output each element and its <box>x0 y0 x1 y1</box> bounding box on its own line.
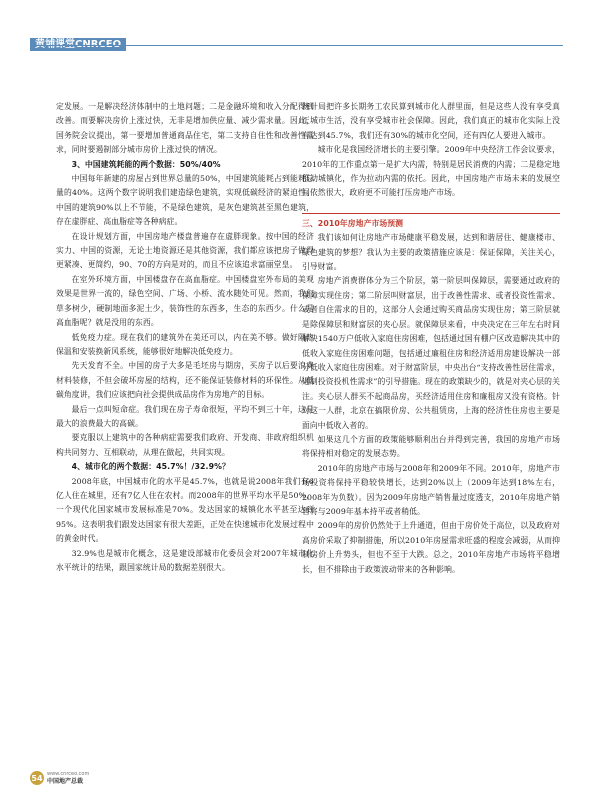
header-brand-bar <box>30 32 126 45</box>
section-subheading: 4、城市化的两个数据：45.7%！/32.9%？ <box>71 462 230 472</box>
body-paragraph: 在室外环境方面，中国楼盘存在高血脂症。中国楼盘室外布局的美观效果是世界一流的，绿色空间、广场、小桥、流水随处可见。然而，我们草多树少，硬制地面多泥土少，装饰性的东西多，生态的东西少。什么是高血脂呢？就是没用的东西。 <box>56 274 314 328</box>
right-text-column <box>302 100 560 577</box>
footer-info <box>47 770 89 786</box>
section-title: 三、2010年房地产市场预测 <box>302 213 560 231</box>
continued-paragraph: 定发展。一是解决经济体制中的土地问题；二是金融环境和收入分配得到改善。而要解决房价上涨过快，无非是增加供应量、减少需求量。因此，国务院会议提出，第一要增加普通商品住宅，第二支持自住性和改善性需求，同时要遏制部分城市房价上涨过快的情况。 <box>56 102 314 155</box>
body-paragraph: 2010年的房地产市场与2008年和2009年不同。2010年，房地产市场投资将保持平稳较快增长，达到20%以上（2009年达到18%左右，2008年为负数）。因为2009年房地产销售量过度透支，2010年房地产销售将与2009年基本持平或者稍低。 <box>302 463 560 516</box>
body-paragraph: 最后一点叫短命症。我们现在房子寿命很短，平均不到三十年，这是最大的浪费最大的高碳。 <box>56 404 314 428</box>
page-number: 54 <box>30 771 44 785</box>
body-paragraph: 中国每年新建的房屋占到世界总量的50%，中国建筑能耗占到能耗总量的40%。这两个数字说明我们建造绿色建筑，实现低碳经济的紧迫性。中国的建筑90%以上不节能，不是绿色建筑，是灰色建筑甚至黑色建筑，存在虚胖症、高血脂症等各种病症。 <box>56 174 314 227</box>
body-paragraph: 先天发育不全。中国的房子大多是毛坯房与期房，买房子以后要浪费材料装修，不但会破坏房屋的结构，还不能保证装修材料的环保性。从低碳角度讲，我们应该把向社会提供成品房作为房地产的目标。 <box>56 361 314 400</box>
header-rule <box>30 45 563 46</box>
body-paragraph: 房地产消费群体分为三个阶层，第一阶层叫保障层，需要通过政府的保障实现住房；第二阶层叫财富层，出于改善性需求、或者投资性需求、或者自住需求的目的，这部分人会通过购买商品房实现住房；第三阶层就是除保障层和财富层的夹心层。就保障层来看，中央决定在三年左右时间解决1540万户低收入家庭住房困难，包括通过国有棚户区改造解决其中的低收入家庭住房困难问题，包括通过廉租住房和经济适用房建设解决一部分低收入家庭住房困难。对于财富阶层，中央出台“支持改善性居住需求，遏制投资投机性需求”的引导措施。现在的政策缺少的，就是对夹心层的关注。夹心层人群买不起商品房，买经济适用住房和廉租房又没有资格。针对这一人群，北京在搞限价房、公共租赁房，上海的经济性住房也主要是面向中低收入者的。 <box>302 276 560 430</box>
footer-url[interactable]: www.cnrceo.com <box>47 771 90 777</box>
footer-magazine-name: 中国地产总裁 <box>47 778 84 785</box>
continued-paragraph: 统计局把许多长期务工农民算到城市化人群里面，但是这些人没有享受真正城市生活，没有享受城市社会保障。因此，我们真正的城市化实际上没有达到45.7%，我们还有30%的城市化空间，还有四亿人要进入城市。 <box>302 102 560 140</box>
body-paragraph: 城市化是我国经济增长的主要引擎。2009年中央经济工作会议要求，2010年的工作重点第一是扩大内需，特别是居民消费的内需；二是稳定地推动城镇化，作为拉动内需的依托。因此，中国房地产市场未来的发展空间依然很大，政府更不可能打压房地产市场。 <box>302 145 560 198</box>
body-paragraph: 2008年底，中国城市化的水平是45.7%，也就是说2008年我们有6亿人住在城里，还有7亿人住在农村。而2008年的世界平均水平是50%，一个现代化国家城市发展标准是70%。发达国家的城镇化水平甚至达到95%。这表明我们跟发达国家有很大差距，正处在快速城市化发展过程中的黄金时代。 <box>56 476 314 544</box>
body-paragraph: 2009年的房价仍然处于上升通道，但由于房价处于高位，以及政府对高房价采取了抑制措施，所以2010年房屋需求旺盛的程度会减弱，从而抑制房价上升势头，但也不至于大跌。总之，2010年房地产市场将平稳增长，但不排除由于政策波动带来的各种影响。 <box>302 521 560 574</box>
left-text-column <box>56 100 314 575</box>
body-paragraph: 如果这几个方面的政策能够顺利出台并得到完善，我国的房地产市场将保持相对稳定的发展态势。 <box>302 434 560 459</box>
body-paragraph: 要克服以上建筑中的各种病症需要我们政府、开发商、非政府组织机构共同努力、互相联动，从理在做起，共同实现。 <box>56 433 314 457</box>
body-paragraph: 在设计规划方面，中国房地产楼盘普遍存在虚胖现象。按中国的经济实力、中国的资源，无论土地资源还是其他资源，我们都应该把房子做得更紧凑、更简约，90、70的方向是对的，而且不应该追求富丽堂皇。 <box>56 231 314 270</box>
body-paragraph: 我们该如何让房地产市场健康平稳发展，达到和谐居住、健康楼市、绿色建筑的梦想？我认为主要的政策措施应该是：保证保障，关注关心，引导财富。 <box>302 233 560 272</box>
page-footer <box>30 770 89 786</box>
body-paragraph: 低免疫力症。现在我们的建筑外在美还可以，内在美不够。做好隔热保温和安装换新风系统，能够很好地解决低免疫力。 <box>56 332 314 356</box>
body-paragraph: 32.9%也是城市化概念，这是建设部城市化委员会对2007年城市化水平统计的结果，跟国家统计局的数据差别很大。 <box>56 548 314 572</box>
section-subheading: 3、中国建筑耗能的两个数据：50%/40% <box>71 159 221 169</box>
